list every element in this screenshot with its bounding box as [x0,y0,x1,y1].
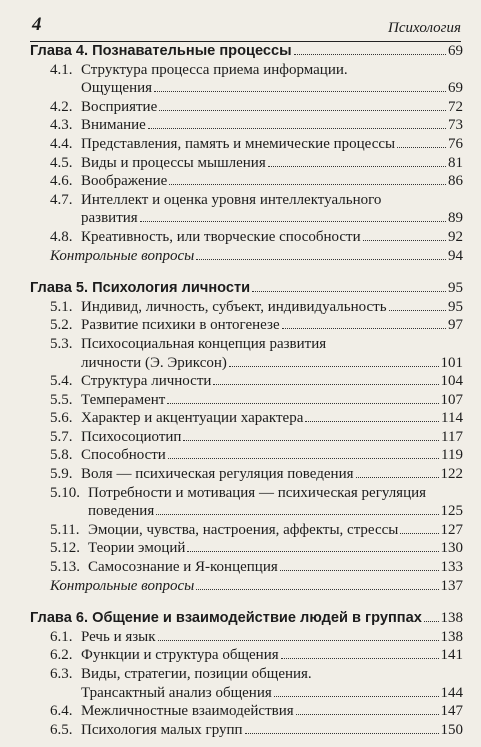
entry-title: Восприятие [81,98,158,115]
entry-title-continued: личности (Э. Эриксон) [81,354,227,371]
entry-number: 4.5. [50,154,73,171]
entry-page: 125 [440,503,463,520]
dot-leader [400,533,438,534]
dot-leader [156,514,438,515]
entry-number: 4.7. [50,191,73,208]
entry-line [50,191,463,210]
chapter-title: Глава 6. Общение и взаимодействие людей в группах [30,610,422,627]
entry-number: 5.6. [50,410,73,427]
dot-leader [167,403,438,404]
dot-leader [159,110,446,111]
chapter-title: Глава 5. Психология личности [30,280,251,297]
toc-entry [30,61,463,98]
toc-entry [30,298,463,317]
entry-page: 97 [448,317,463,334]
entry-number: 5.2. [50,317,73,334]
toc-entry [30,116,463,135]
dot-leader [424,621,439,622]
entry-title: Самосознание и Я-концепция [88,559,278,576]
dot-leader [196,259,446,260]
toc-entry [30,409,463,428]
review-page: 137 [440,577,463,594]
toc-entry [30,446,463,465]
entry-title: Способности [81,447,166,464]
entry-title-continued: Трансактный анализ общения [81,684,272,701]
entry-title: Функции и структура общения [81,647,279,664]
review-label: Контрольные вопросы [50,247,195,264]
entry-page: 150 [440,721,463,738]
entry-title: Креативность, или творческие способности [81,228,361,245]
entry-title: Психология малых групп [81,721,243,738]
entry-number: 6.3. [50,666,73,682]
review-questions-entry [30,247,463,266]
entry-number: 6.5. [50,721,73,738]
entry-page: 95 [448,298,463,315]
entry-title: Темперамент [81,391,166,408]
entry-page: 141 [440,647,463,664]
toc-entry [30,465,463,484]
entry-page: 122 [440,466,463,483]
entry-title: Представления, память и мнемические процессы [81,135,396,152]
toc-entry [30,135,463,154]
dot-leader [183,440,439,441]
entry-page: 127 [440,521,463,538]
entry-page: 69 [448,80,463,97]
entry-number: 4.4. [50,135,73,152]
toc-entry [30,172,463,191]
entry-line [50,79,463,98]
toc-entry [30,665,463,702]
entry-number: 5.4. [50,373,73,390]
entry-title-continued: поведения [88,503,155,520]
entry-page: 144 [440,684,463,701]
entry-number: 4.3. [50,117,73,134]
dot-leader [158,640,439,641]
toc-entry [30,391,463,410]
chapter-heading [30,279,463,298]
entry-number: 5.8. [50,447,73,464]
entry-line [50,502,463,521]
entry-number: 6.4. [50,703,73,720]
chapter-title: Глава 4. Познавательные процессы [30,43,292,59]
toc-entry [30,372,463,391]
entry-line [50,209,463,228]
entry-number: 6.2. [50,647,73,664]
review-questions-entry [30,577,463,596]
entry-line [50,684,463,703]
entry-page: 147 [440,703,463,720]
entry-page: 119 [441,447,463,464]
entry-number: 5.9. [50,466,73,483]
chapter-heading [30,42,463,61]
dot-leader [252,291,446,292]
toc-entry [30,191,463,228]
entry-line [50,335,463,354]
entry-title: Характер и акцентуации характера [81,410,304,427]
entry-title: Психосоциальная концепция развития [81,335,327,352]
chapter-page: 69 [448,43,463,59]
entry-number: 5.13. [50,559,80,576]
entry-title: Психосоциотип [81,428,182,445]
dot-leader [245,733,439,734]
entry-number: 5.7. [50,428,73,445]
dot-leader [296,714,439,715]
dot-leader [196,589,438,590]
entry-line [50,354,463,373]
entry-page: 107 [440,391,463,408]
dot-leader [280,570,439,571]
dot-leader [282,328,446,329]
toc-entry [30,721,463,740]
entry-title: Структура личности [81,373,212,390]
entry-title: Развитие психики в онтогенезе [81,317,280,334]
entry-title: Эмоции, чувства, настроения, аффекты, стрессы [88,521,399,538]
dot-leader [213,384,438,385]
dot-leader [229,366,439,367]
entry-page: 86 [448,173,463,190]
dot-leader [148,128,446,129]
toc-entry [30,646,463,665]
entry-title: Потребности и мотивация — психическая регуляция [88,484,427,501]
entry-title: Внимание [81,117,146,134]
entry-number: 4.8. [50,228,73,245]
toc-entry [30,558,463,577]
chapter-block [30,42,463,265]
dot-leader [187,551,438,552]
entry-number: 4.1. [50,61,73,78]
dot-leader [397,147,446,148]
dot-leader [305,421,439,422]
entry-title: Межличностные взаимодействия [81,703,294,720]
entry-line [50,665,463,684]
entry-title: Воображение [81,173,168,190]
table-of-contents [30,42,467,739]
toc-entry [30,628,463,647]
chapter-page: 138 [440,610,463,627]
entry-number: 6.1. [50,628,73,645]
page-number: 4 [32,14,42,35]
entry-page: 117 [441,428,463,445]
dot-leader [363,240,446,241]
entry-page: 76 [448,135,463,152]
dot-leader [140,221,446,222]
dot-leader [168,458,439,459]
entry-title: Виды и процессы мышления [81,154,266,171]
entry-title: Теории эмоций [88,540,186,557]
toc-entry [30,228,463,247]
dot-leader [294,54,446,55]
toc-entry [30,521,463,540]
review-label: Контрольные вопросы [50,577,195,594]
toc-entry [30,539,463,558]
dot-leader [274,696,439,697]
running-title: Психология [388,20,461,36]
entry-number: 5.12. [50,540,80,557]
chapter-block [30,609,463,739]
entry-page: 92 [448,228,463,245]
dot-leader [281,658,439,659]
dot-leader [268,166,446,167]
entry-title-continued: Ощущения [81,80,153,97]
header-rule [30,41,461,42]
entry-page: 73 [448,117,463,134]
page-header [30,0,467,42]
entry-title-continued: развития [81,210,138,227]
entry-page: 101 [440,354,463,371]
entry-number: 5.3. [50,335,73,352]
dot-leader [356,477,439,478]
entry-title: Виды, стратегии, позиции общения. [81,666,312,682]
toc-entry [30,335,463,372]
entry-number: 5.5. [50,391,73,408]
entry-page: 138 [440,628,463,645]
toc-entry [30,702,463,721]
entry-number: 5.1. [50,298,73,315]
entry-title: Интеллект и оценка уровня интеллектуального [81,191,382,208]
chapter-page: 95 [448,280,463,297]
entry-page: 133 [440,559,463,576]
toc-entry [30,428,463,447]
dot-leader [154,91,446,92]
entry-title: Структура процесса приема информации. [81,61,348,78]
toc-entry [30,98,463,117]
entry-number: 4.6. [50,173,73,190]
toc-entry [30,154,463,173]
entry-title: Индивид, личность, субъект, индивидуальность [81,298,387,315]
dot-leader [169,184,446,185]
dot-leader [389,310,446,311]
entry-page: 114 [441,410,463,427]
chapter-heading [30,609,463,628]
entry-page: 81 [448,154,463,171]
entry-page: 130 [440,540,463,557]
entry-number: 5.10. [50,484,80,501]
entry-page: 72 [448,98,463,115]
entry-number: 5.11. [50,521,80,538]
review-page: 94 [448,247,463,264]
toc-entry [30,484,463,521]
entry-line [50,61,463,80]
entry-title: Речь и язык [81,628,156,645]
entry-page: 89 [448,210,463,227]
entry-title: Воля — психическая регуляция поведения [81,466,354,483]
toc-entry [30,316,463,335]
entry-number: 4.2. [50,98,73,115]
entry-line [50,484,463,503]
entry-page: 104 [440,373,463,390]
chapter-block [30,279,463,595]
